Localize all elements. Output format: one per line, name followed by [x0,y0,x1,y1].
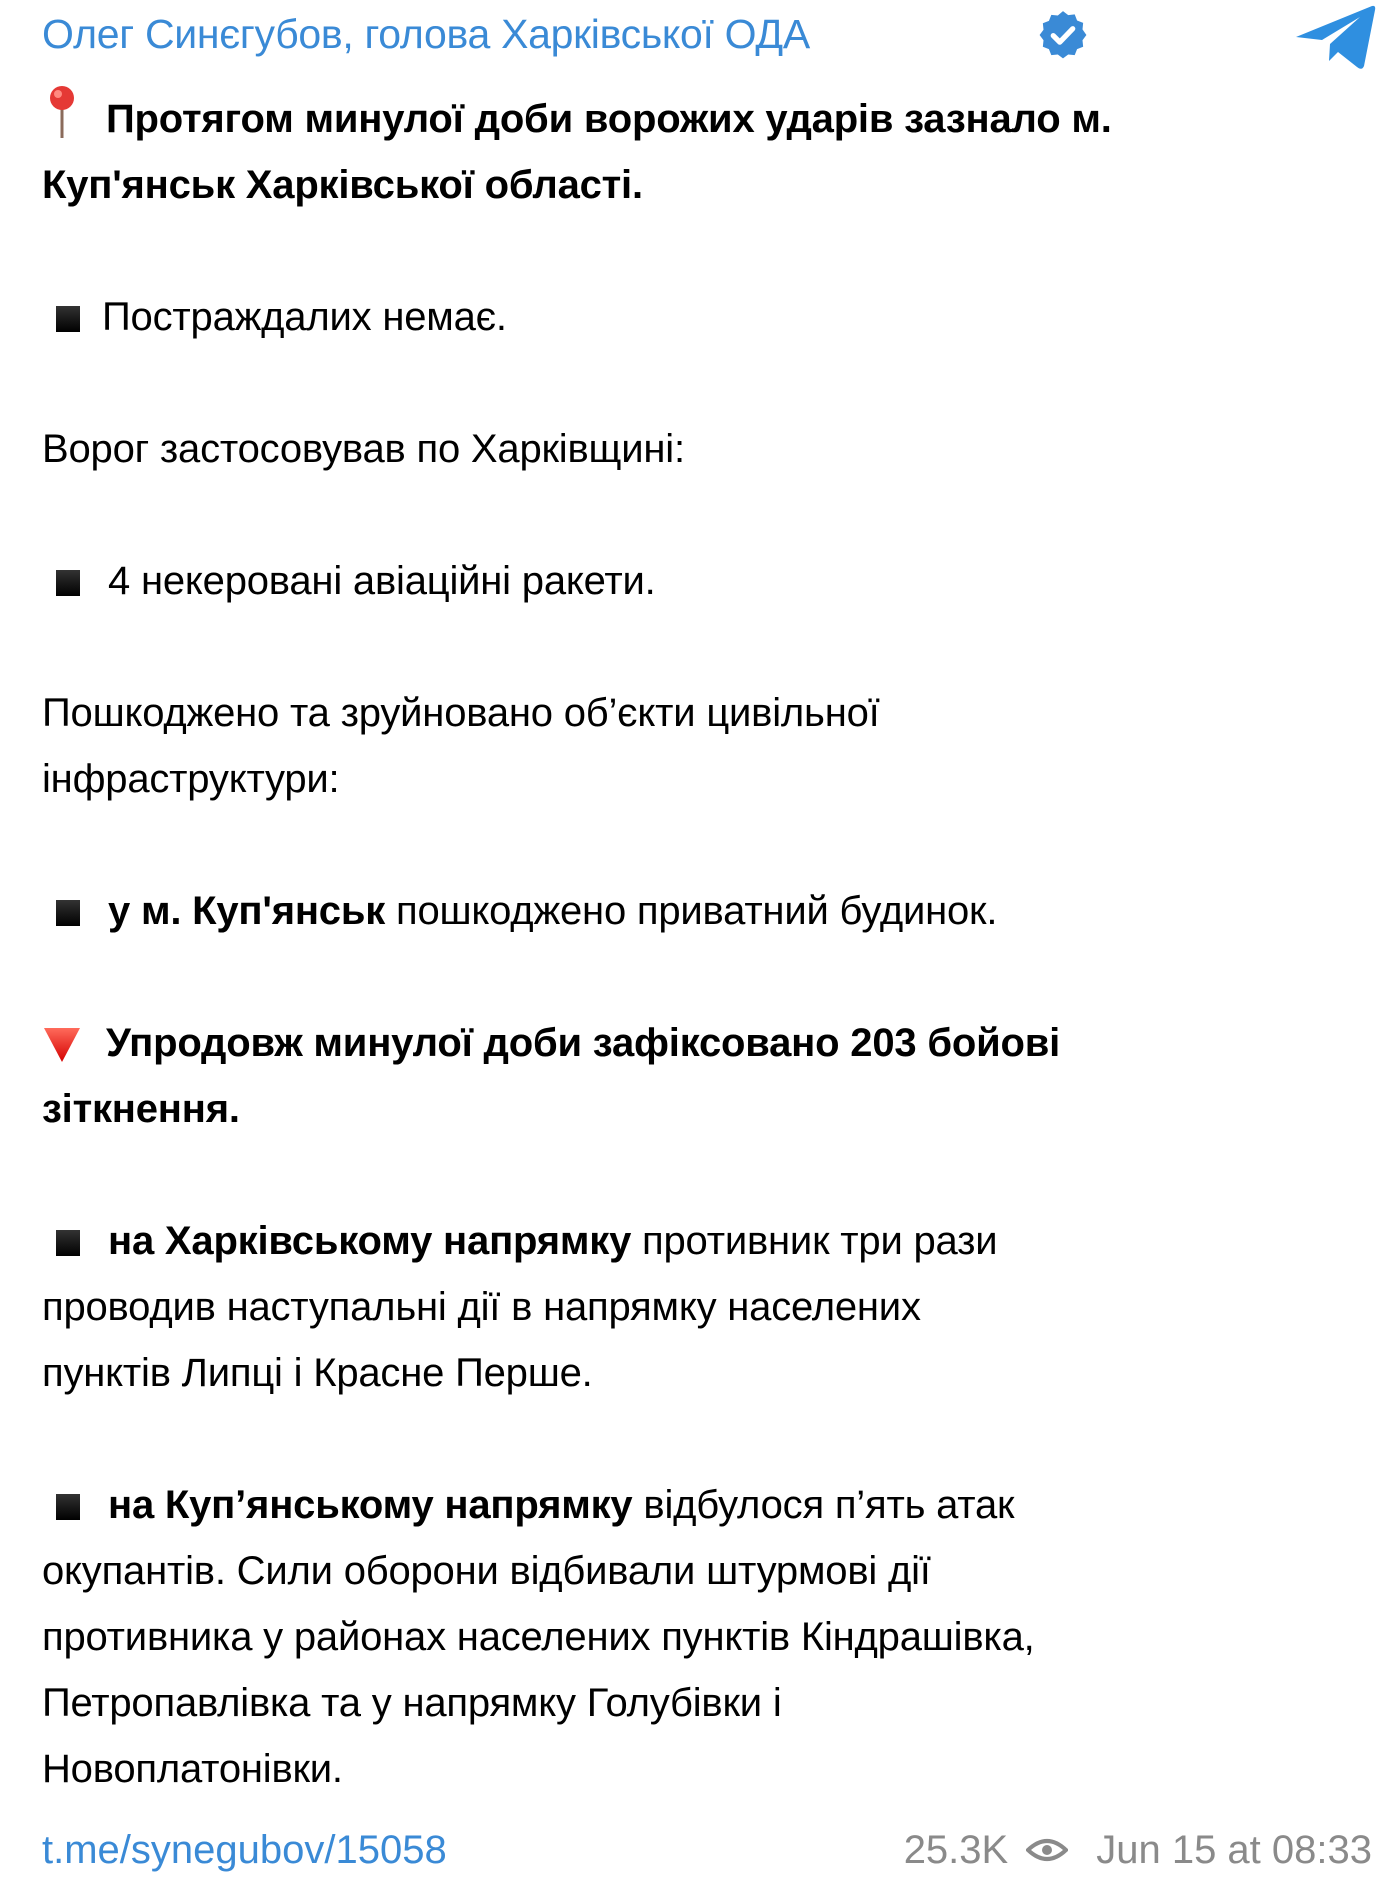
paragraph-strike-summary [42,84,1362,152]
kharkiv-direction-line2: проводив наступальні дії в напрямку населених [42,1285,921,1329]
post-body [42,84,1362,1802]
paragraph-enemy-used: Ворог застосовував по Харківщині: [42,427,685,471]
kupiansk-direction-line4: Петропавлівка та у напрямку Голубівки і [42,1681,782,1725]
red-triangle-down-icon [42,1024,82,1064]
post-meta [904,1822,1372,1878]
post-footer [42,1822,1372,1878]
paragraph-kharkiv-direction [42,1208,1362,1274]
paragraph-casualties [42,284,1362,350]
kupiansk-direction-line3: противника у районах населених пунктів Кіндрашівка, [42,1615,1035,1659]
post-header [42,0,1372,70]
rockets-text: 4 некеровані авіаційні ракети. [108,559,656,603]
kupiansk-direction-line5: Новоплатонівки. [42,1747,343,1791]
paragraph-kupiansk-direction [42,1472,1362,1538]
pushpin-icon [42,84,82,140]
paragraph-rockets [42,548,1362,614]
kharkiv-direction-bold: на Харківському напрямку [108,1219,632,1263]
strike-summary-line2: Куп'янськ Харківської області. [42,163,643,207]
kupiansk-bold: у м. Куп'янськ [108,889,386,933]
paragraph-kupiansk-house [42,878,1362,944]
black-square-icon [56,1230,80,1256]
kupiansk-direction-text: відбулося п’ять атак [632,1483,1015,1527]
combat-clashes-line2: зіткнення. [42,1087,240,1131]
black-square-icon [56,900,80,926]
kharkiv-direction-text: противник три рази [631,1219,998,1263]
combat-clashes-line1: Упродовж минулої доби зафіксовано 203 бойові [106,1021,1061,1065]
strike-summary-line1: Протягом минулої доби ворожих ударів зазнало м. [106,97,1112,141]
kupiansk-text: пошкоджено приватний будинок. [385,889,998,933]
view-count: 25.3K [903,1828,1009,1872]
verified-badge-icon [1037,9,1089,61]
paragraph-damaged-line2: інфраструктури: [42,757,340,801]
black-square-icon [56,306,80,332]
eye-icon [1026,1836,1068,1864]
post-date: Jun 15 at 08:33 [1096,1828,1372,1872]
kupiansk-direction-line2: окупантів. Сили оборони відбивали штурмові дії [42,1549,931,1593]
paragraph-damaged-line1: Пошкоджено та зруйновано об’єкти цивільної [42,691,880,735]
post-link[interactable]: t.me/synegubov/15058 [42,1828,447,1872]
channel-name[interactable]: Олег Синєгубов, голова Харківської ОДА [42,11,810,57]
kupiansk-direction-bold: на Куп’янському напрямку [108,1483,633,1527]
telegram-icon[interactable] [1294,4,1376,70]
kharkiv-direction-line3: пунктів Липці і Красне Перше. [42,1351,593,1395]
black-square-icon [56,570,80,596]
paragraph-combat-clashes [42,1010,1362,1076]
black-square-icon [56,1494,80,1520]
casualties-text: Постраждалих немає. [102,295,507,339]
